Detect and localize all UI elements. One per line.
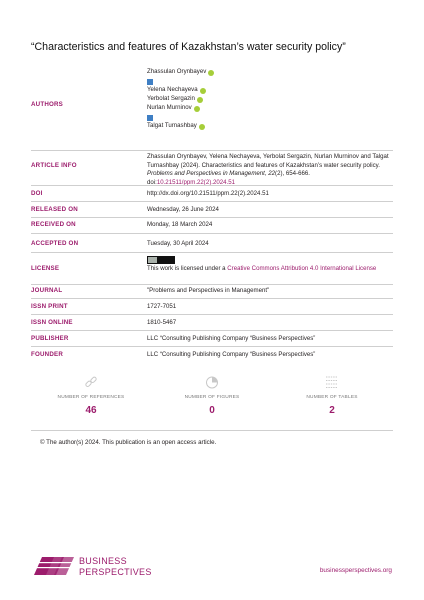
table-icon (325, 375, 339, 389)
issn-print-label: ISSN PRINT (31, 303, 68, 310)
stat-figures-label: NUMBER OF FIGURES (184, 395, 240, 400)
stat-tables-label: NUMBER OF TABLES (306, 395, 358, 400)
cc-license-badge-icon[interactable] (147, 256, 175, 264)
scopus-icon[interactable] (147, 79, 153, 85)
license-text: This work is licensed under a (147, 265, 228, 272)
founder-value: LLC “Consulting Publishing Company “Business Perspectives” (147, 351, 316, 358)
accepted-label: ACCEPTED ON (31, 240, 79, 247)
orcid-icon[interactable] (208, 70, 214, 76)
business-perspectives-logo (32, 553, 162, 583)
citation-separator: , (264, 170, 269, 178)
orcid-icon[interactable] (194, 106, 200, 112)
citation-doi-link[interactable]: 10.21511/ppm.22(2).2024.51 (156, 178, 235, 186)
issn-online-label: ISSN ONLINE (31, 319, 73, 326)
author-name: Yelena Nechayeva (147, 86, 198, 94)
logo-mark-icon (32, 553, 76, 577)
stat-tables (292, 375, 372, 416)
divider (31, 284, 393, 285)
divider (31, 233, 393, 234)
article-info-label: ARTICLE INFO (31, 162, 77, 169)
released-label: RELEASED ON (31, 206, 78, 213)
logo-text-perspectives: PERSPECTIVES (79, 567, 152, 577)
issn-online-value: 1810-5467 (147, 319, 177, 326)
author-name: Talgat Turnashbay (147, 122, 197, 130)
author-item (147, 122, 393, 131)
journal-value: "Problems and Perspectives in Management" (147, 287, 270, 294)
accepted-value: Tuesday, 30 April 2024 (147, 240, 209, 247)
orcid-icon[interactable] (200, 88, 206, 94)
released-value: Wednesday, 26 June 2024 (147, 206, 219, 213)
stat-references (51, 375, 131, 416)
publisher-value: LLC “Consulting Publishing Company “Business Perspectives” (147, 335, 316, 342)
orcid-icon[interactable] (197, 97, 203, 103)
authors-label: AUTHORS (31, 101, 63, 108)
citation-volume: 22 (268, 170, 276, 178)
divider (31, 314, 393, 315)
author-name: Nurlan Murninov (147, 104, 192, 112)
doi-value[interactable]: http://dx.doi.org/10.21511/ppm.22(2).2024.51 (147, 190, 269, 197)
copyright-notice: © The author(s) 2024. This publication is an open access article. (40, 439, 217, 446)
license-link[interactable]: Creative Commons Attribution 4.0 International License (227, 265, 377, 272)
author-item (147, 77, 393, 86)
issn-print-value: 1727-7051 (147, 303, 177, 310)
publisher-label: PUBLISHER (31, 335, 69, 342)
license-label: LICENSE (31, 265, 60, 272)
stat-figures (172, 375, 252, 416)
divider (31, 330, 393, 331)
divider (31, 346, 393, 347)
orcid-icon[interactable] (199, 124, 205, 130)
author-item (147, 68, 393, 77)
scopus-icon[interactable] (147, 115, 153, 121)
pie-chart-icon (205, 375, 219, 389)
author-item (147, 104, 393, 113)
divider (31, 201, 393, 202)
divider (31, 430, 393, 431)
divider (31, 185, 393, 186)
logo-text-business: BUSINESS (79, 556, 127, 566)
citation-text: Zhassulan Orynbayev, Yelena Nechayeva, Yerbolat Sergazin, Nurlan Murninov and Talgat Turnashbay (2024). Characteristics and features of Kazakhstan’s water security policy. (147, 153, 389, 169)
author-name: Yerbolat Sergazin (147, 95, 195, 103)
authors-list (147, 68, 393, 131)
stat-references-label: NUMBER OF REFERENCES (57, 395, 125, 400)
divider (31, 298, 393, 299)
author-item (147, 113, 393, 122)
stat-references-value: 46 (85, 405, 97, 416)
website-link[interactable]: businessperspectives.org (319, 567, 392, 574)
journal-label: JOURNAL (31, 287, 63, 294)
author-item (147, 86, 393, 95)
stat-figures-value: 0 (209, 405, 215, 416)
citation-pages: (2), 654-666. doi: (147, 170, 310, 186)
author-item (147, 95, 393, 104)
received-value: Monday, 18 March 2024 (147, 221, 213, 228)
link-icon (84, 375, 98, 389)
divider (31, 252, 393, 253)
doi-label: DOI (31, 190, 43, 197)
document-title: “Characteristics and features of Kazakhstan’s water security policy” (31, 41, 346, 53)
stat-tables-value: 2 (329, 405, 335, 416)
divider (31, 217, 393, 218)
license-value (147, 256, 393, 274)
received-label: RECEIVED ON (31, 221, 76, 228)
citation-journal: Problems and Perspectives in Management (147, 170, 265, 178)
author-name: Zhassulan Orynbayev (147, 68, 207, 76)
article-info-citation (147, 153, 393, 187)
founder-label: FOUNDER (31, 351, 63, 358)
divider (31, 150, 393, 151)
